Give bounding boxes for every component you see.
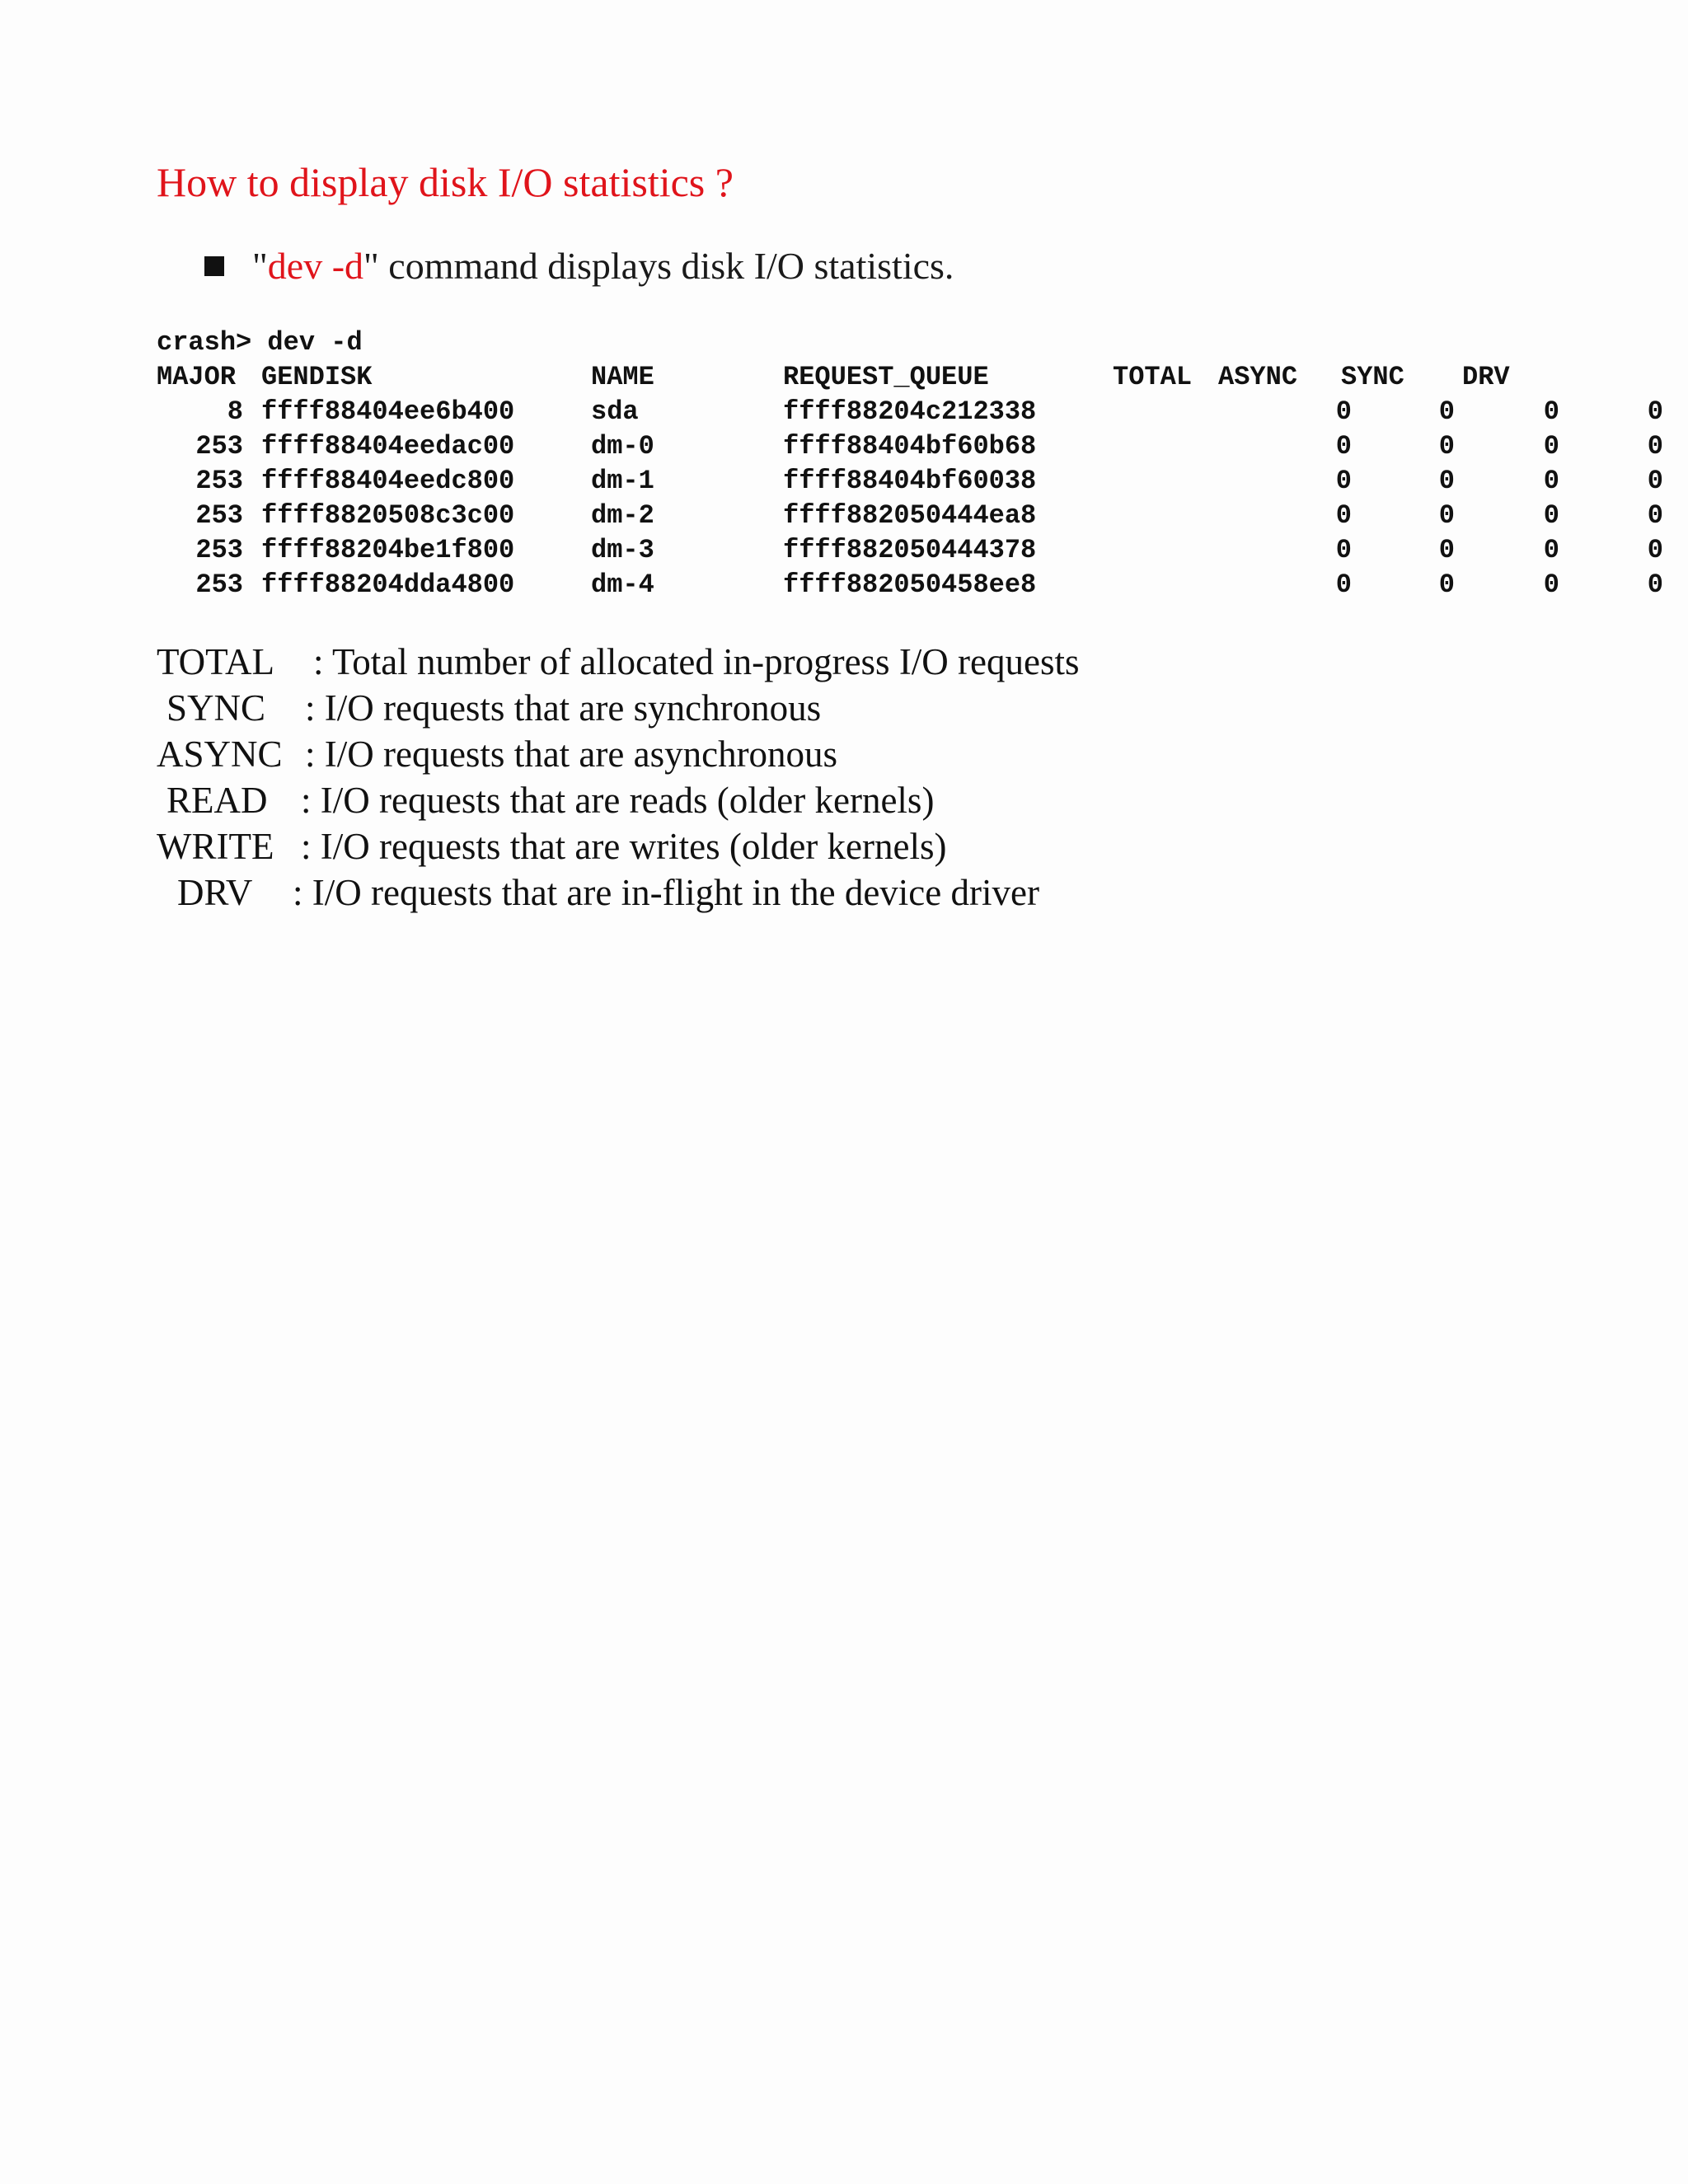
cell-async: 0 [1438,500,1455,531]
bullet-point [204,237,954,295]
header-sync: SYNC [1341,362,1404,392]
cell-major: 253 [195,431,243,462]
cell-gendisk: ffff88204dda4800 [261,569,515,600]
cell-name: dm-1 [591,466,654,496]
cell-total: 0 [1335,500,1352,531]
cell-gendisk: ffff88404eedac00 [261,431,515,462]
cell-total: 0 [1335,431,1352,462]
header-name: NAME [591,362,654,392]
cell-async: 0 [1438,396,1455,427]
cell-name: dm-3 [591,535,654,565]
cell-gendisk: ffff88404eedc800 [261,466,515,496]
legend-term: WRITE [157,826,274,867]
header-request-queue: REQUEST_QUEUE [783,362,989,392]
cell-sync: 0 [1543,466,1559,496]
cell-major: 8 [227,396,243,427]
legend-term: READ [166,780,268,821]
cell-major: 253 [195,535,243,565]
cell-total: 0 [1335,569,1352,600]
cell-request-queue: ffff882050444ea8 [783,500,1037,531]
header-drv: DRV [1462,362,1510,392]
legend-term: ASYNC [157,733,283,775]
cell-sync: 0 [1543,431,1559,462]
legend-description: : I/O requests that are asynchronous [305,733,838,775]
legend-term: DRV [177,872,253,913]
cell-sync: 0 [1543,500,1559,531]
cell-request-queue: ffff88204c212338 [783,396,1037,427]
cell-async: 0 [1438,466,1455,496]
cell-request-queue: ffff88404bf60038 [783,466,1037,496]
cell-request-queue: ffff882050444378 [783,535,1037,565]
cell-drv: 0 [1647,466,1663,496]
cell-name: dm-0 [591,431,654,462]
bullet-command: dev -d [267,245,364,287]
cell-name: dm-4 [591,569,654,600]
cell-drv: 0 [1647,569,1663,600]
cell-sync: 0 [1543,569,1559,600]
bullet-text: " command displays disk I/O statistics. [363,245,954,287]
cell-drv: 0 [1647,431,1663,462]
cell-async: 0 [1438,431,1455,462]
cell-sync: 0 [1543,535,1559,565]
cell-drv: 0 [1647,535,1663,565]
cell-gendisk: ffff88204be1f800 [261,535,515,565]
header-gendisk: GENDISK [261,362,373,392]
legend-term: SYNC [166,687,266,729]
cell-gendisk: ffff8820508c3c00 [261,500,515,531]
legend-description: : I/O requests that are reads (older kernels) [301,780,935,821]
cell-name: dm-2 [591,500,654,531]
cell-major: 253 [195,500,243,531]
cell-major: 253 [195,466,243,496]
square-bullet-icon [204,256,224,276]
cell-request-queue: ffff882050458ee8 [783,569,1037,600]
cell-sync: 0 [1543,396,1559,427]
page-title: How to display disk I/O statistics ? [157,159,734,205]
cell-total: 0 [1335,396,1352,427]
cell-drv: 0 [1647,500,1663,531]
header-major: MAJOR [157,362,237,392]
header-async: ASYNC [1218,362,1298,392]
cell-gendisk: ffff88404ee6b400 [261,396,515,427]
cell-request-queue: ffff88404bf60b68 [783,431,1037,462]
cell-drv: 0 [1647,396,1663,427]
prompt-command: crash> dev -d [157,327,363,358]
cell-major: 253 [195,569,243,600]
legend-description: : I/O requests that are writes (older kernels) [301,826,947,867]
cell-async: 0 [1438,535,1455,565]
bullet-open-quote: " [252,245,268,287]
cell-total: 0 [1335,466,1352,496]
header-total: TOTAL [1113,362,1193,392]
legend-term: TOTAL [157,641,275,682]
legend-description: : Total number of allocated in-progress I/O requests [313,641,1080,682]
cell-async: 0 [1438,569,1455,600]
cell-total: 0 [1335,535,1352,565]
cell-name: sda [591,396,639,427]
legend-description: : I/O requests that are synchronous [305,687,822,729]
legend-description: : I/O requests that are in-flight in the device driver [293,872,1039,913]
